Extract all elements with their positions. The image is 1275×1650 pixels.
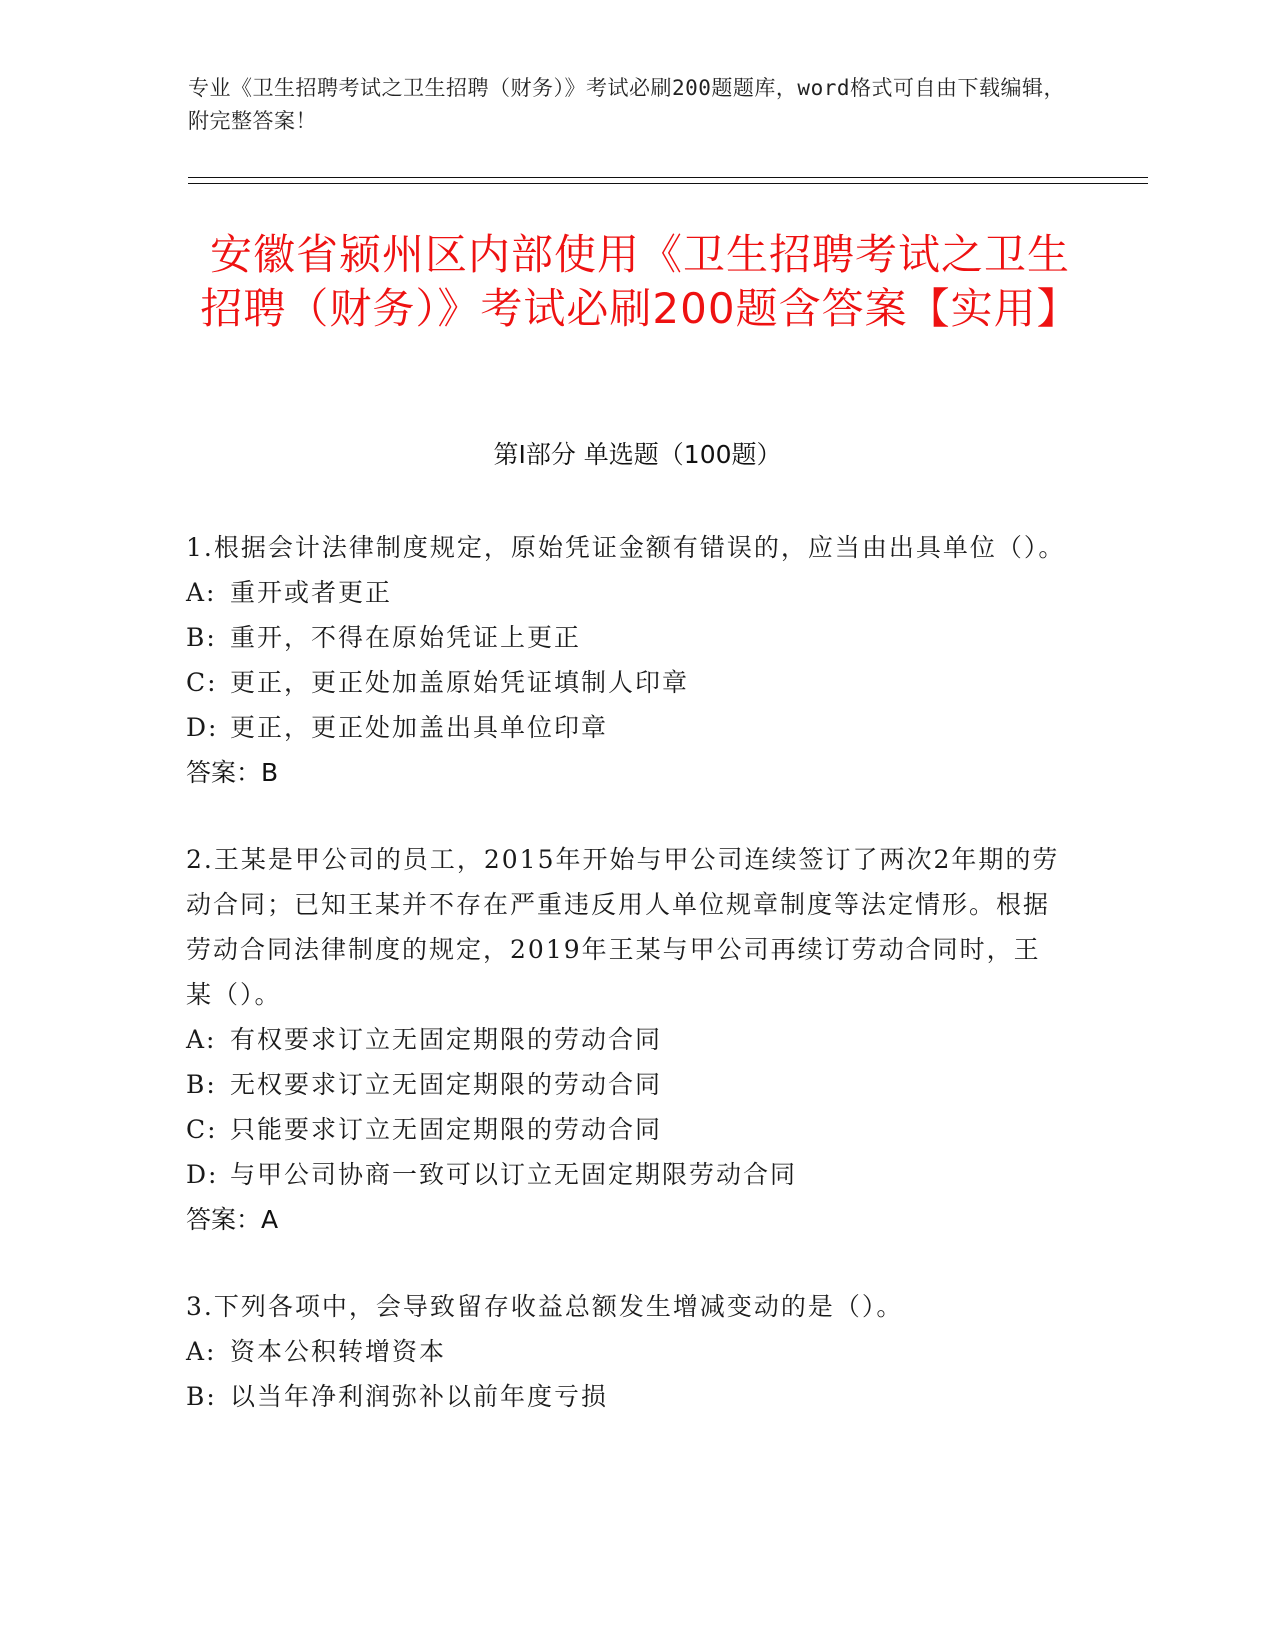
option-a: [186, 570, 1066, 615]
option-letter: D:: [186, 713, 219, 742]
option-letter: A:: [186, 1025, 217, 1054]
option-letter: A:: [186, 1337, 217, 1366]
option-b: [186, 1062, 1066, 1107]
question-2: [186, 837, 1066, 1242]
option-text: 重开或者更正: [230, 578, 393, 607]
document-title: 安徽省颍州区内部使用《卫生招聘考试之卫生招聘（财务）》考试必刷200题含答案【实用】: [200, 230, 1080, 333]
question-3: [186, 1284, 1066, 1419]
option-text: 无权要求订立无固定期限的劳动合同: [230, 1070, 663, 1099]
option-text: 以当年净利润弥补以前年度亏损: [230, 1382, 609, 1411]
option-text: 只能要求订立无固定期限的劳动合同: [230, 1115, 663, 1144]
option-letter: C:: [186, 1115, 218, 1144]
option-text: 更正，更正处加盖出具单位印章: [230, 713, 609, 742]
option-text: 重开，不得在原始凭证上更正: [230, 623, 582, 652]
answer-line: 答案：A: [186, 1205, 279, 1234]
header-note: 专业《卫生招聘考试之卫生招聘（财务）》考试必刷200题题库，word格式可自由下载编辑，附完整答案！: [188, 76, 1065, 133]
option-text: 与甲公司协商一致可以订立无固定期限劳动合同: [230, 1160, 798, 1189]
question-stem: 3.下列各项中，会导致留存收益总额发生增减变动的是（）。: [186, 1292, 904, 1321]
question-1: [186, 525, 1066, 795]
option-c: [186, 660, 1066, 705]
option-letter: B:: [186, 1382, 217, 1411]
option-text: 有权要求订立无固定期限的劳动合同: [230, 1025, 663, 1054]
option-b: [186, 1374, 1066, 1419]
option-letter: D:: [186, 1160, 219, 1189]
question-stem: 1.根据会计法律制度规定，原始凭证金额有错误的，应当由出具单位（）。: [186, 533, 1066, 562]
option-b: [186, 615, 1066, 660]
option-c: [186, 1107, 1066, 1152]
option-text: 资本公积转增资本: [230, 1337, 447, 1366]
option-d: [186, 705, 1066, 750]
option-text: 更正，更正处加盖原始凭证填制人印章: [230, 668, 690, 697]
question-list: [186, 525, 1066, 1461]
option-a: [186, 1329, 1066, 1374]
section-heading: 第I部分 单选题（100题）: [493, 440, 782, 469]
option-d: [186, 1152, 1066, 1197]
answer-line: 答案：B: [186, 758, 279, 787]
header-divider-bottom: [188, 183, 1148, 184]
option-letter: B:: [186, 1070, 217, 1099]
question-stem: 2.王某是甲公司的员工，2015年开始与甲公司连续签订了两次2年期的劳动合同；已知王某并不存在严重违反用人单位规章制度等法定情形。根据劳动合同法律制度的规定，2019年王某与甲公司再续订劳动合同时，王某（）。: [186, 845, 1060, 1009]
option-letter: A:: [186, 578, 217, 607]
option-letter: C:: [186, 668, 218, 697]
header-divider-top: [188, 177, 1148, 178]
option-letter: B:: [186, 623, 217, 652]
option-a: [186, 1017, 1066, 1062]
